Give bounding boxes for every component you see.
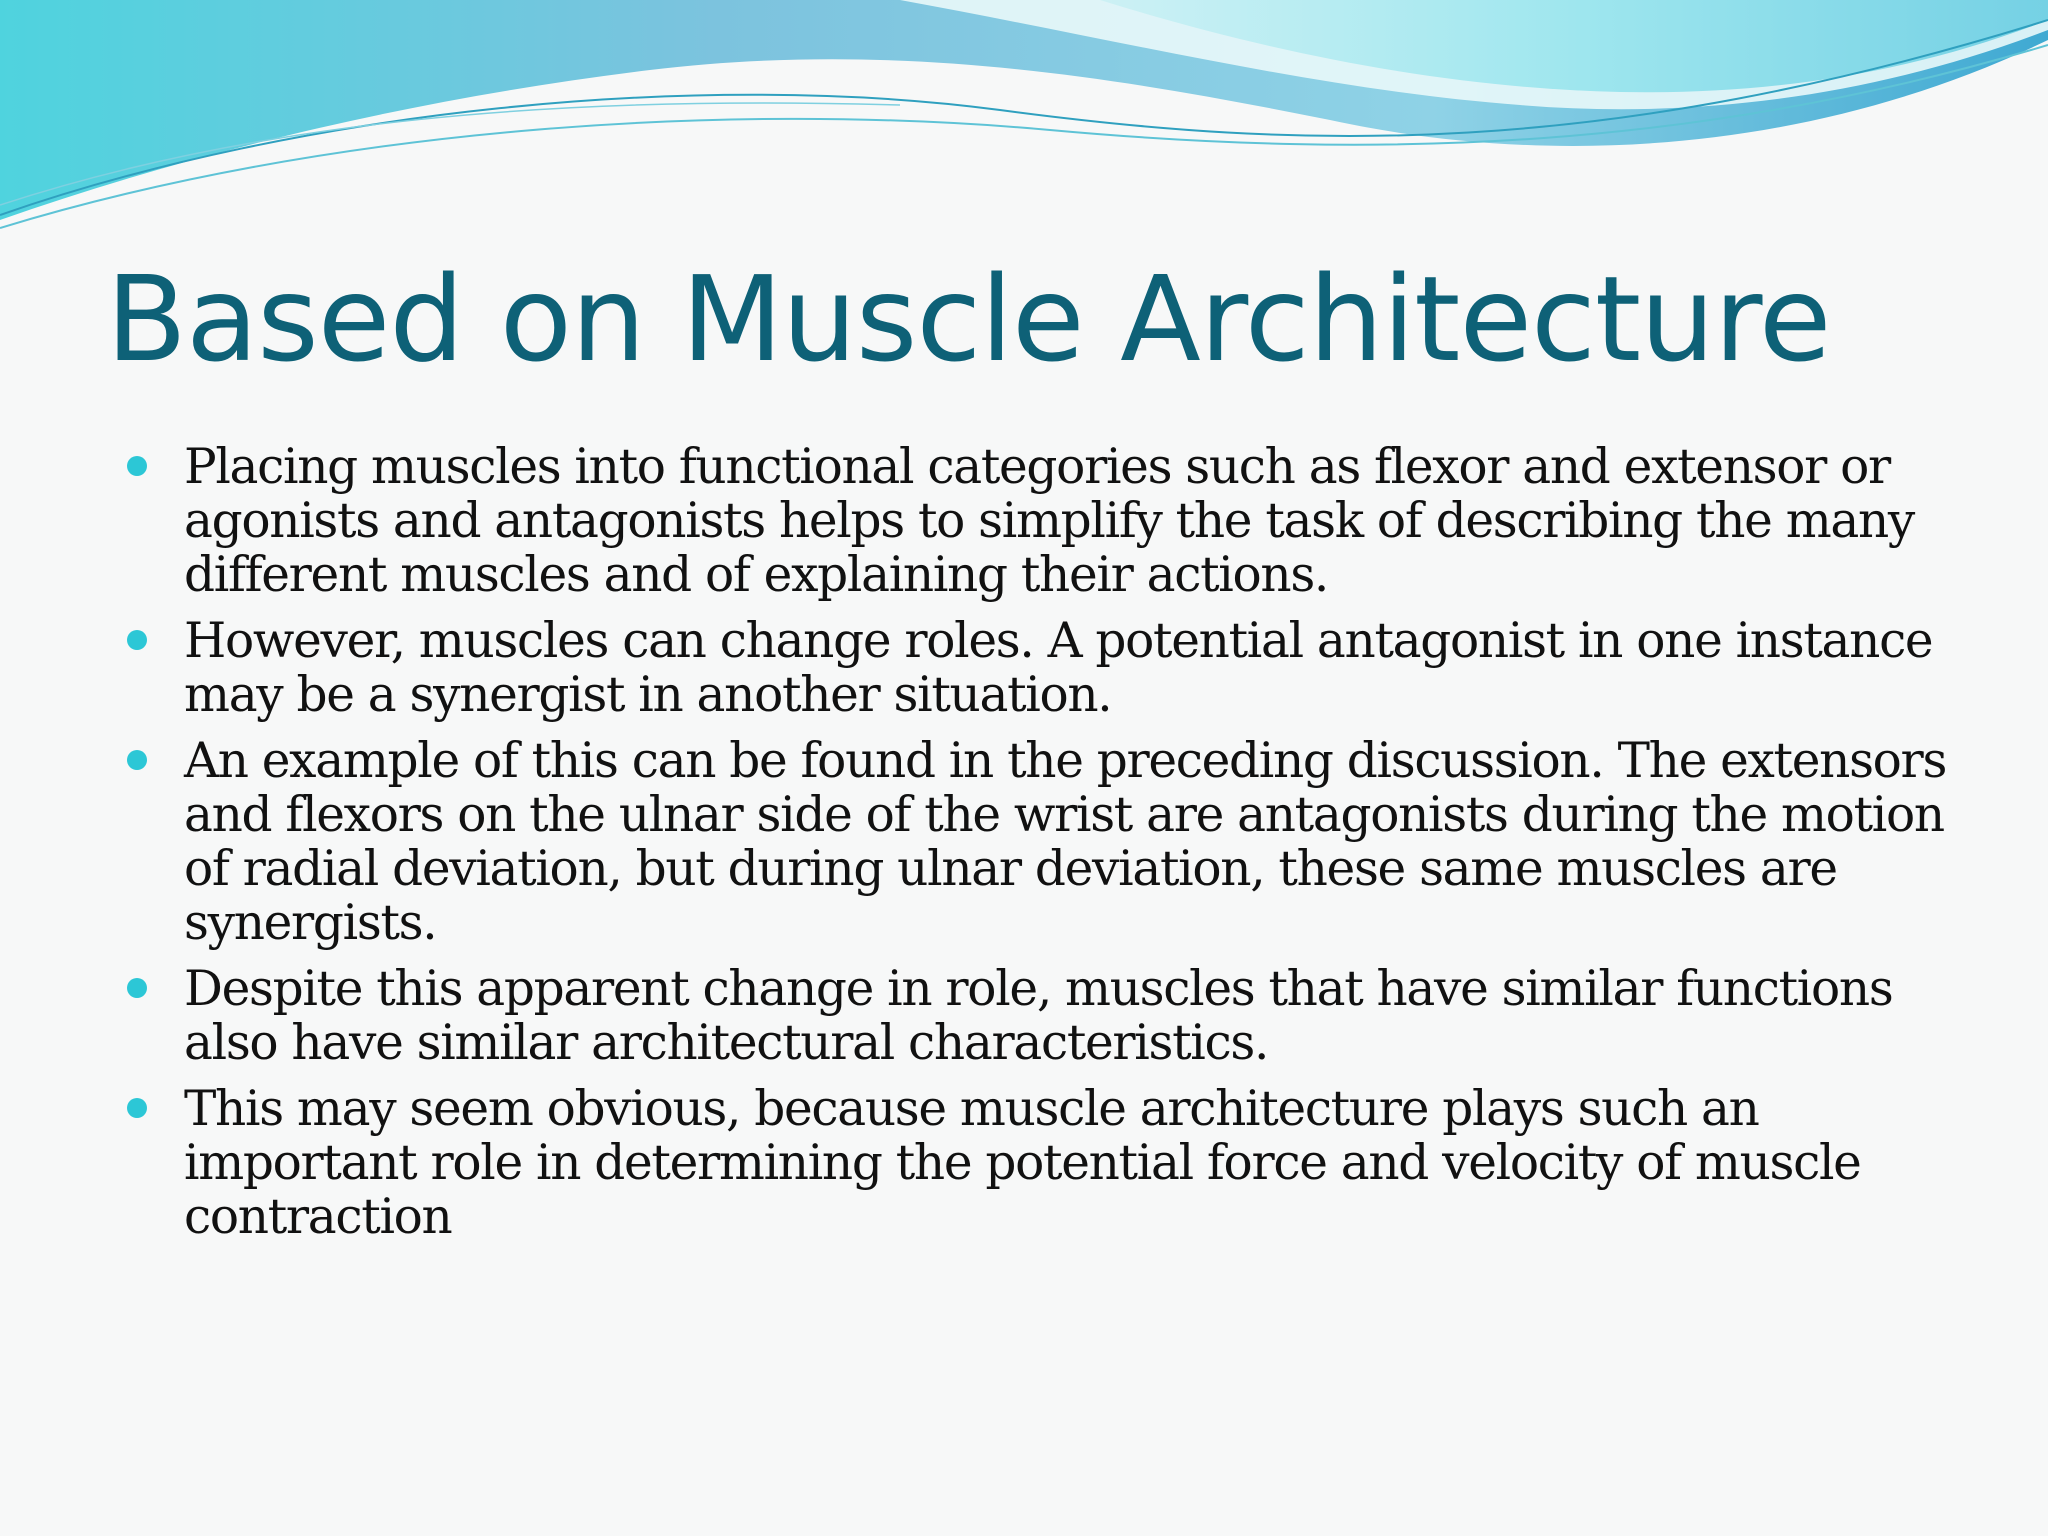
bullet-dot-icon — [127, 978, 147, 998]
header-wave-decoration — [0, 0, 2048, 240]
slide-title: Based on Muscle Architecture — [106, 250, 1831, 388]
bullet-text: An example of this can be found in the preceding discussion. The extensors and flexors on the ulnar side of the wrist are antagonists during the motion of radial deviation, but during ulnar deviation, these same muscles are synergists. — [184, 733, 1947, 951]
bullet-text: Despite this apparent change in role, muscles that have similar functions also have similar architectural characteristics. — [184, 961, 1893, 1071]
bullet-item — [184, 614, 1974, 722]
bullet-text: However, muscles can change roles. A potential antagonist in one instance may be a synergist in another situation. — [184, 613, 1933, 723]
bullet-item — [184, 440, 1974, 602]
bullet-item — [184, 734, 1974, 950]
bullet-dot-icon — [127, 1098, 147, 1118]
bullet-item — [184, 962, 1974, 1070]
bullet-list — [184, 440, 1974, 1256]
bullet-dot-icon — [127, 750, 147, 770]
bullet-text: Placing muscles into functional categories such as flexor and extensor or agonists and antagonists helps to simplify the task of describing the many different muscles and of explaining their actions. — [184, 439, 1915, 603]
bullet-text: This may seem obvious, because muscle architecture plays such an important role in determining the potential force and velocity of muscle contraction — [184, 1081, 1861, 1245]
bullet-item — [184, 1082, 1974, 1244]
bullet-dot-icon — [127, 630, 147, 650]
bullet-dot-icon — [127, 456, 147, 476]
